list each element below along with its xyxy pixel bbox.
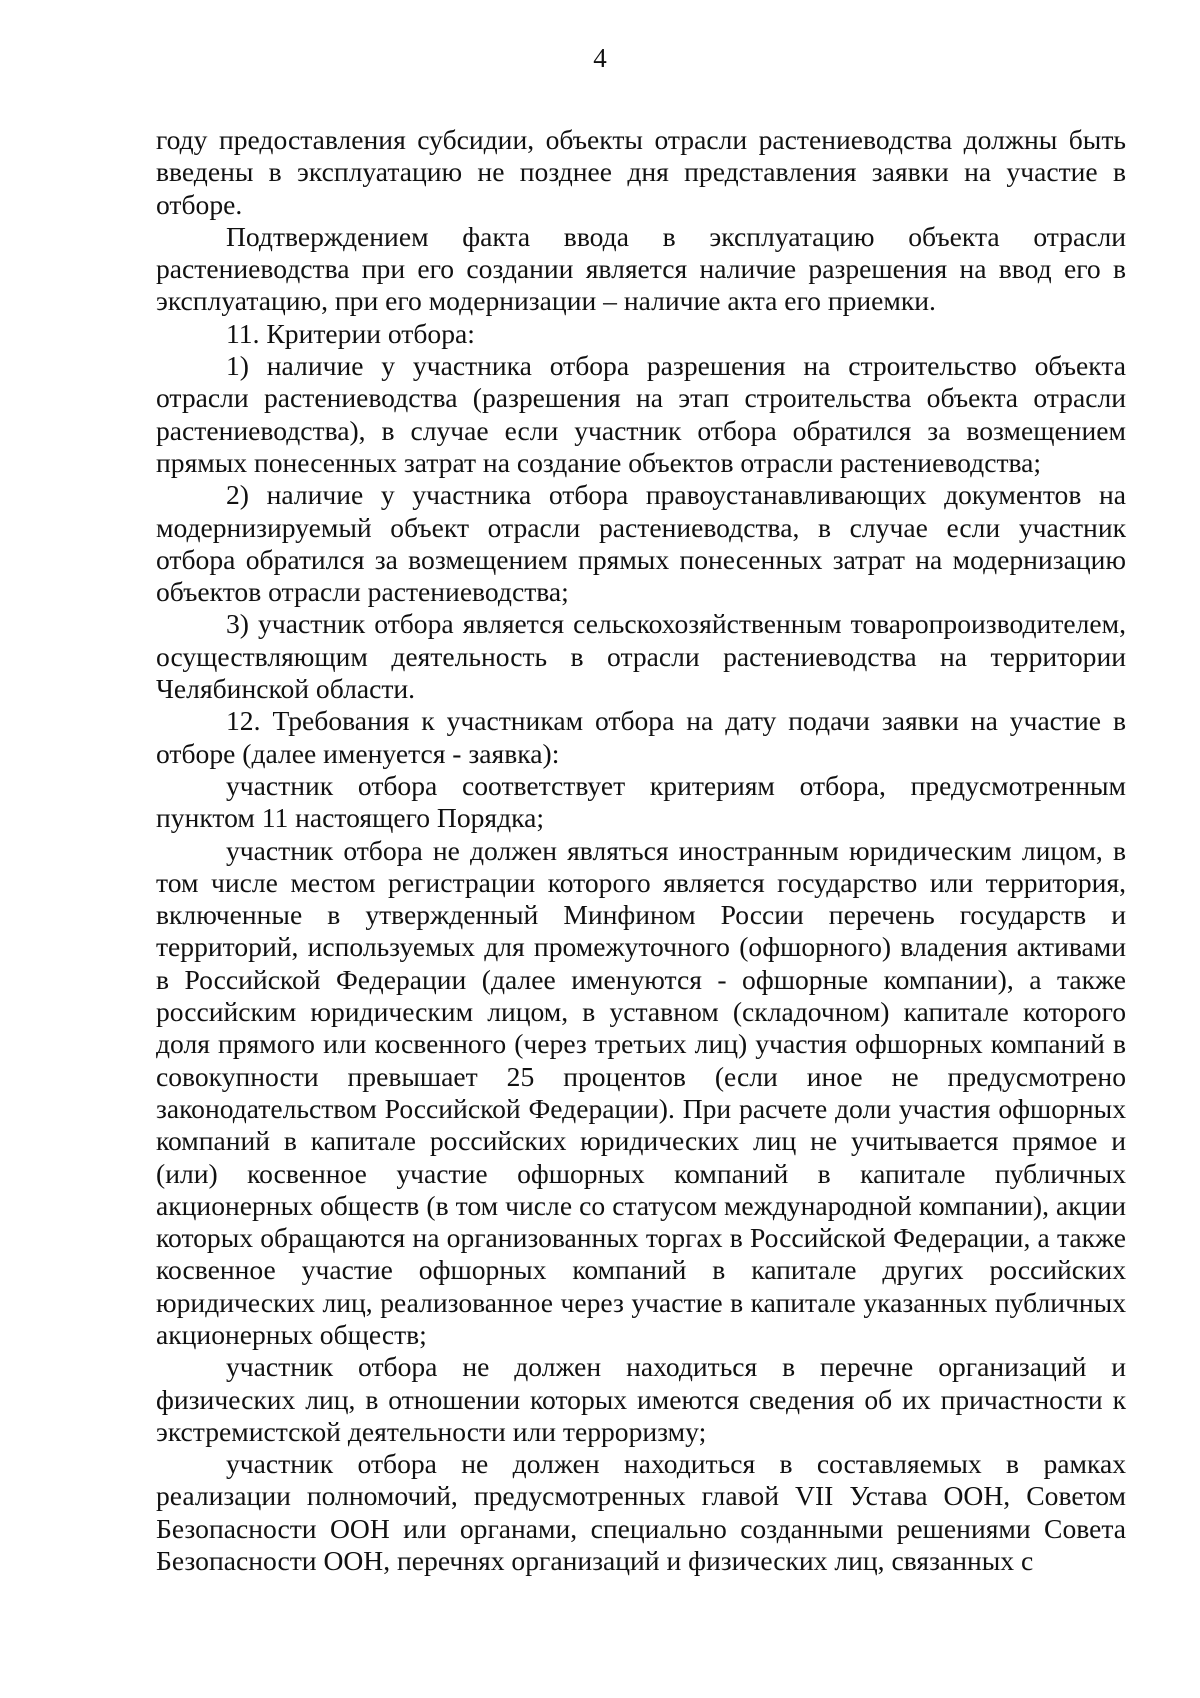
paragraph-criterion-2: 2) наличие у участника отбора правоустанавливающих документов на модернизируемый объект отрасли растениеводства, в случае если участник отбора обратился за возмещением прямых понесенных затрат на модернизацию объектов отрасли растениеводства;: [156, 479, 1126, 608]
paragraph-commissioning-confirmation: Подтверждением факта ввода в эксплуатацию объекта отрасли растениеводства при его создании является наличие разрешения на ввод его в эксплуатацию, при его модернизации – наличие акта его приемки.: [156, 220, 1126, 317]
paragraph-participant-requirements-heading: 12. Требования к участникам отбора на дату подачи заявки на участие в отборе (далее именуется - заявка):: [156, 705, 1126, 769]
paragraph-requirement-extremism: участник отбора не должен находиться в перечне организаций и физических лиц, в отношении которых имеются сведения об их причастности к экстремистской деятельности или терроризму;: [156, 1351, 1126, 1447]
paragraph-requirement-criteria: участник отбора соответствует критериям отбора, предусмотренным пунктом 11 настоящего Порядка;: [156, 769, 1126, 834]
paragraph-continuation: году предоставления субсидии, объекты отрасли растениеводства должны быть введены в эксплуатацию не позднее дня представления заявки на участие в отборе.: [156, 124, 1126, 220]
document-body: [156, 124, 1126, 1577]
page-number: 4: [593, 43, 607, 73]
paragraph-criterion-1: 1) наличие у участника отбора разрешения на строительство объекта отрасли растениеводства (разрешения на этап строительства объекта отрасли растениеводства), в случае если участник отбора обратился за возмещением прямых понесенных затрат на создание объектов отрасли растениеводства;: [156, 350, 1126, 478]
paragraph-selection-criteria-heading: 11. Критерии отбора:: [226, 317, 475, 349]
paragraph-criterion-3: 3) участник отбора является сельскохозяйственным товаропроизводителем, осуществляющим деятельность в отрасли растениеводства на территории Челябинской области.: [156, 608, 1126, 705]
paragraph-requirement-un-lists: участник отбора не должен находиться в составляемых в рамках реализации полномочий, предусмотренных главой VII Устава ООН, Советом Безопасности ООН или органами, специально созданными решениями Совета Безопасности ООН, перечнях организаций и физических лиц, связанных с: [156, 1448, 1126, 1577]
paragraph-requirement-offshore: участник отбора не должен являться иностранным юридическим лицом, в том числе местом регистрации которого является государство или территория, включенные в утвержденный Минфином России перечень государств и территорий, используемых для промежуточного (офшорного) владения активами в Российской Федерации (далее именуются - офшорные компании), а также российским юридическим лицом, в уставном (складочном) капитале которого доля прямого или косвенного (через третьих лиц) участия офшорных компаний в совокупности превышает 25 процентов (если иное не предусмотрено законодательством Российской Федерации). При расчете доли участия офшорных компаний в капитале российских юридических лиц не учитывается прямое и (или) косвенное участие офшорных компаний в капитале публичных акционерных обществ (в том числе со статусом международной компании), акции которых обращаются на организованных торгах в Российской Федерации, а также косвенное участие офшорных компаний в капитале других российских юридических лиц, реализованное через участие в капитале указанных публичных акционерных обществ;: [156, 834, 1126, 1350]
